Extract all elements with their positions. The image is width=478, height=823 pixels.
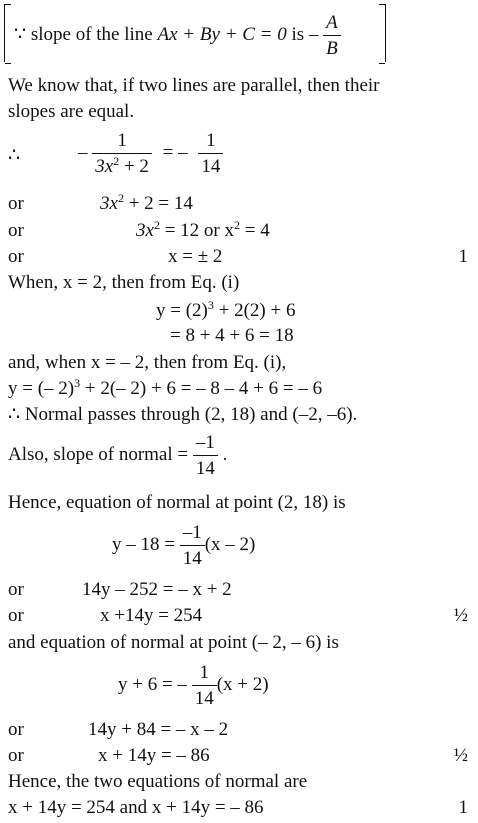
or-label: or: [8, 745, 24, 766]
equation-line: 14y – 252 = – x + 2: [82, 579, 232, 600]
final-equations: x + 14y = 254 and x + 14y = – 86: [8, 797, 264, 818]
text-line: Hence, the two equations of normal are: [8, 771, 308, 792]
equation-line: y + 6 = – $\frac{1}{14}$ (x + 2): [118, 662, 269, 709]
mark-half: ½: [453, 605, 468, 626]
equation-line: x +14y = 254: [100, 605, 203, 626]
fraction-right: $\frac{1}{14}$: [198, 130, 223, 178]
text-line: and, when x = – 2, then from Eq. (i),: [8, 352, 287, 373]
fraction-normal-2: $\frac{1}{14}$: [192, 662, 217, 710]
or-label: or: [8, 719, 24, 740]
text-line-slopes: slopes are equal.: [8, 101, 135, 122]
or-label: or: [8, 246, 24, 267]
text-line: When, x = 2, then from Eq. (i): [8, 272, 240, 293]
fraction-slope: $\frac{-1}{14}$: [193, 432, 218, 480]
text-line: and equation of normal at point (– 2, – 6) is: [8, 632, 339, 653]
equation-line: $3x^2 + 2 = 14$: [100, 191, 193, 214]
equation-line: x + 14y = – 86: [98, 745, 210, 766]
equation-line: y = (– 2)$^3$ + 2(– 2) + 6 = – 8 – 4 + 6 = – 6: [8, 376, 323, 399]
equation-line: x = ± 2: [168, 246, 223, 267]
mark-half: ½: [453, 745, 468, 766]
fraction-normal: $\frac{-1}{14}$: [180, 522, 205, 570]
or-label: or: [8, 193, 24, 214]
therefore-symbol: ∴: [8, 145, 21, 166]
or-label: or: [8, 579, 24, 600]
equation-line: 14y + 84 = – x – 2: [88, 719, 229, 740]
slope-formula-line: ∵ slope of the line Ax + By + C = 0 is – $\frac{A}{B}$: [14, 12, 341, 60]
mark-one: 1: [458, 797, 468, 818]
slope-normal-line: Also, slope of normal = $\frac{-1}{14}$ .: [8, 432, 228, 479]
equation-line: = 8 + 4 + 6 = 18: [170, 325, 294, 346]
text-line-parallel: We know that, if two lines are parallel, then their: [8, 75, 380, 96]
fraction-left: $\frac{1}{3x^2 + 2}$: [92, 130, 152, 178]
text-line: ∴ Normal passes through (2, 18) and (–2, –6).: [8, 404, 358, 425]
mark-one: 1: [458, 246, 468, 267]
equation-line: $y = (2)^3 + 2(2) + 6$: [156, 298, 296, 321]
equation-line: y – 18 = $\frac{-1}{14}$ (x – 2): [112, 522, 256, 569]
text-line: Hence, equation of normal at point (2, 18) is: [8, 492, 346, 513]
fraction-a-over-b: $\frac{A}{B}$: [323, 12, 341, 60]
or-label: or: [8, 605, 24, 626]
or-label: or: [8, 220, 24, 241]
equation-line: $3x^2 = 12$ or $x^2 = 4$: [136, 218, 270, 241]
fraction-equation: – $\frac{1}{3x^2 + 2}$ = – $\frac{1}{14}$: [78, 130, 223, 178]
